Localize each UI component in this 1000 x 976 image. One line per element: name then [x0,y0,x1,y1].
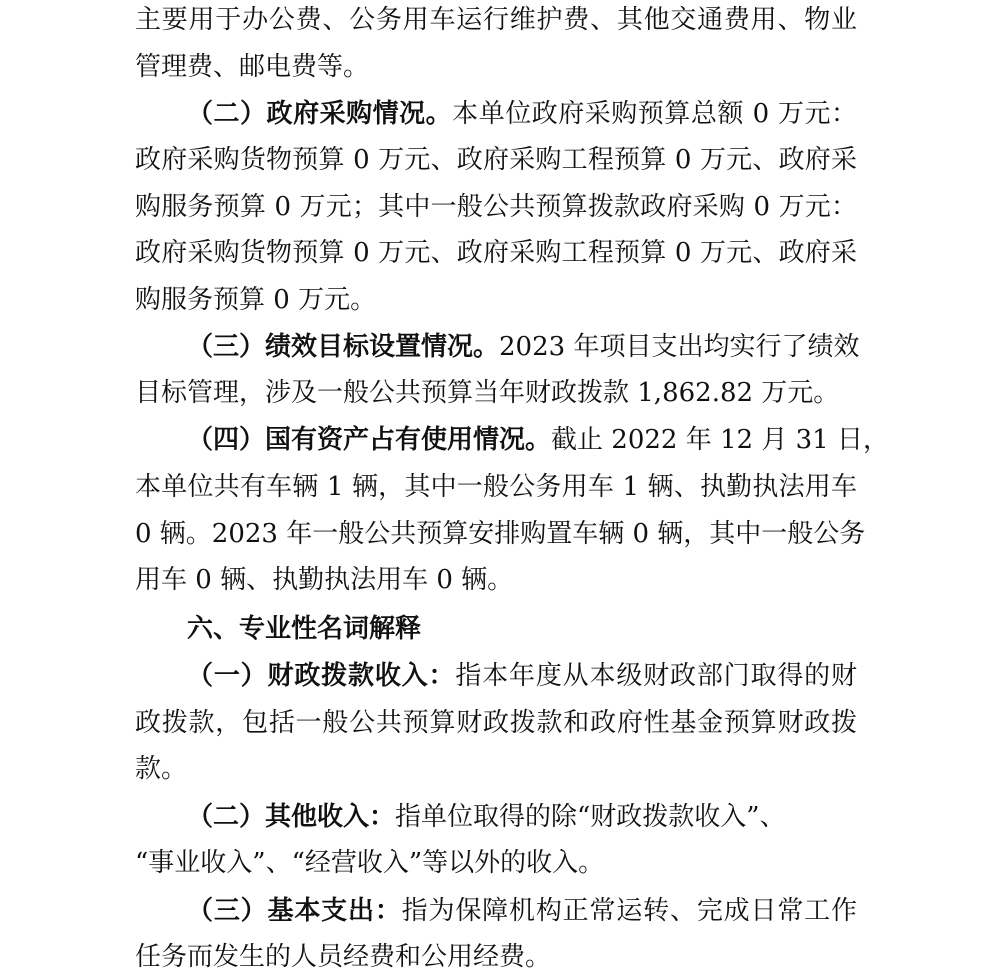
section-heading: 六、专业性名词解释 [187,614,422,644]
body-line: 购服务预算 0 万元。 [135,285,377,315]
body-line: 本单位共有车辆 1 辆，其中一般公务用车 1 辆、执勤执法用车 [135,472,857,502]
body-line: 任务而发生的人员经费和公用经费。 [135,942,552,972]
term-text: 指本年度从本级财政部门取得的财 [455,661,857,691]
paragraph-line [187,894,857,928]
paragraph-line [187,97,857,131]
section-lead: （三）绩效目标设置情况。 [187,332,500,362]
body-line: 0 辆。2023 年一般公共预算安排购置车辆 0 辆，其中一般公务 [135,519,866,549]
term-text: 指为保障机构正常运转、完成日常工作 [401,896,857,926]
body-line: 政府采购货物预算 0 万元、政府采购工程预算 0 万元、政府采 [135,145,857,175]
term-lead: （三）基本支出： [187,896,402,926]
body-line: “事业收入”、“经营收入”等以外的收入。 [135,848,605,878]
body-line: 管理费、邮电费等。 [135,52,370,82]
section-text: 本单位政府采购预算总额 0 万元： [452,99,857,129]
body-line: 目标管理，涉及一般公共预算当年财政拨款 1,862.82 万元。 [135,378,840,408]
body-line: 政府采购货物预算 0 万元、政府采购工程预算 0 万元、政府采 [135,238,857,268]
body-line: 用车 0 辆、执勤执法用车 0 辆。 [135,565,514,595]
term-text: 指单位取得的除“财政拨款收入”、 [395,802,786,832]
term-lead: （二）其他收入： [187,802,396,832]
body-line: 款。 [135,754,188,784]
term-lead: （一）财政拨款收入： [187,661,456,691]
paragraph-line [187,330,860,364]
section-lead: （四）国有资产占有使用情况。 [187,425,552,455]
body-line: 购服务预算 0 万元；其中一般公共预算拨款政府采购 0 万元： [135,192,857,222]
section-lead: （二）政府采购情况。 [187,99,453,129]
paragraph-line [187,800,786,834]
body-line: 政拨款，包括一般公共预算财政拨款和政府性基金预算财政拨 [135,708,857,738]
section-text: 截止 2022 年 12 月 31 日， [551,425,889,455]
body-line: 主要用于办公费、公务用车运行维护费、其他交通费用、物业 [135,5,857,35]
section-text: 2023 年项目支出均实行了绩效 [499,332,860,362]
paragraph-line [187,659,857,693]
paragraph-line [187,423,889,457]
